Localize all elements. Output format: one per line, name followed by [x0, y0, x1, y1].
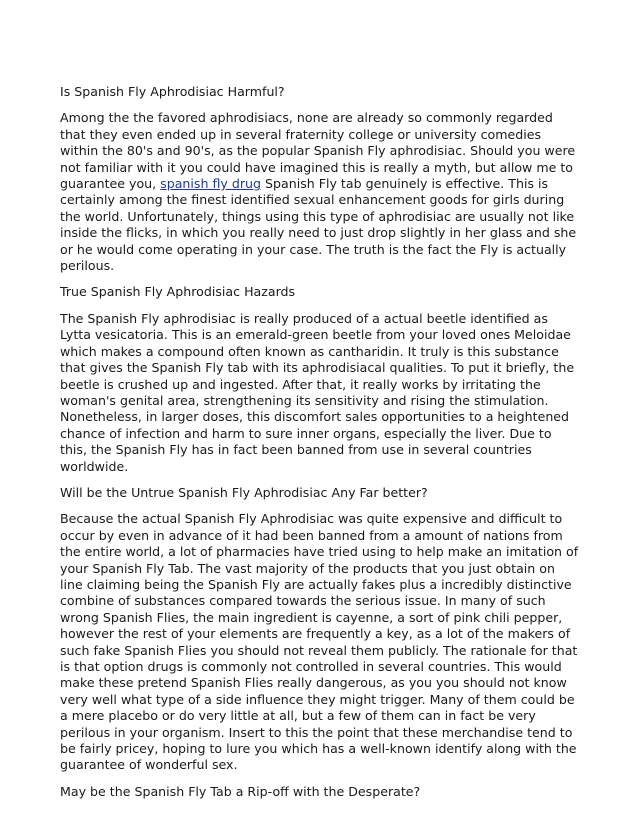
paragraph-intro-text-before-link: Among the the favored aphrodisiacs, none are already so commonly regarded that they even ended up in several fraternity college or university comedies within the 80's and 90's, as the popular Spanish Fly aphrodisiac. Should you were not familiar with it you could have imagined this is really a myth, but allow me to guarantee you, [60, 110, 576, 192]
section-heading-untrue: Will be the Untrue Spanish Fly Aphrodisiac Any Far better? [60, 484, 428, 500]
paragraph-intro [60, 110, 580, 274]
paragraph-hazards: The Spanish Fly aphrodisiac is really produced of a actual beetle identified as Lytta vesicatoria. This is an emerald-green beetle from your loved ones Meloidae which makes a compound often known as cantharidin. It truly is this substance that gives the Spanish Fly tab with its aphrodisiacal qualities. To put it briefly, the beetle is crushed up and ingested. After that, it really works by irritating the woman's genital area, strengthening its sensitivity and rising the stimulation. Nonetheless, in larger doses, this discomfort sales opportunities to a heightened chance of infection and harm to sure inner organs, especially the liver. Due to this, the Spanish Fly has in fact been banned from use in several countries worldwide. [60, 310, 575, 474]
section-heading-ripoff: May be the Spanish Fly Tab a Rip-off with the Desperate? [60, 783, 421, 799]
paragraph-intro-text-after-link: Spanish Fly tab genuinely is effective. This is certainly among the finest identified sexual enhancement goods for girls during the world. Unfortunately, things using this type of aphrodisiac are usually not like inside the flicks, in which you really need to just drop slightly in her glass and she or he would come operating in your case. The truth is the fact the Fly is actually perilous. [60, 176, 577, 274]
section-heading-hazards: True Spanish Fly Aphrodisiac Hazards [60, 284, 296, 300]
document-page [60, 84, 580, 810]
paragraph-untrue: Because the actual Spanish Fly Aphrodisiac was quite expensive and difficult to occur by even in advance of it had been banned from a amount of nations from the entire world, a lot of pharmacies have tried using to help make an imitation of your Spanish Fly Tab. The vast majority of the products that you just obtain on line claiming being the Spanish Fly are actually fakes plus a incredibly distinctive combine of substances compared towards the serious issue. In many of such wrong Spanish Flies, the main ingredient is cayenne, a sort of pink chili pepper, however the rest of your elements are frequently a key, as a lot of the makers of such fake Spanish Flies you should not reveal them publicly. The rationale for that is that option drugs is commonly not controlled in several countries. This would make these pretend Spanish Flies really dangerous, as you you should not know very well what type of a side influence they might trigger. Many of them could be a mere placebo or do very little at all, but a few of them can in fact be very perilous in your organism. Insert to this the point that these merchandise tend to be fairly pricey, hoping to lure you which has a well-known identify along with the guarantee of wonderful sex. [60, 511, 579, 773]
spanish-fly-drug-link[interactable]: spanish fly drug [160, 176, 261, 192]
section-heading-harmful: Is Spanish Fly Aphrodisiac Harmful? [60, 84, 285, 99]
